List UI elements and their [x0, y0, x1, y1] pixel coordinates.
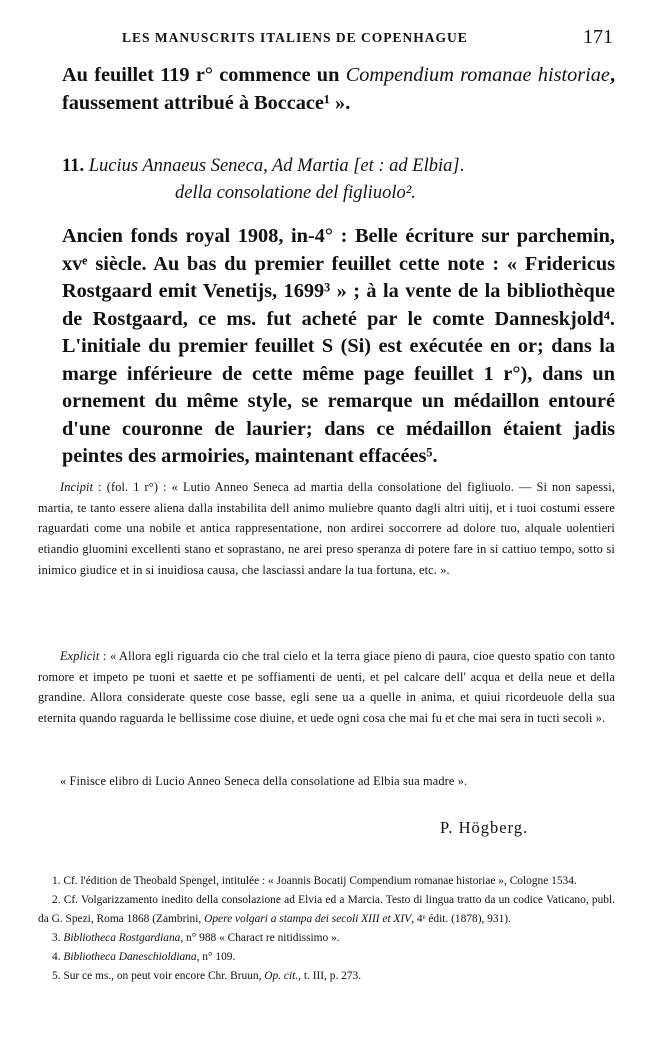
footnote-5-post: , t. III, p. 273. [298, 969, 362, 982]
running-head: LES MANUSCRITS ITALIENS DE COPENHAGUE [122, 30, 468, 45]
footnote-3-post: , n° 988 « Charact re nitidissimo ». [180, 931, 340, 944]
author-signature: P. Högberg. [440, 818, 529, 837]
footnote-3 [38, 929, 615, 948]
footnote-4-pre: 4. [52, 950, 64, 963]
paragraph-compendium-pre: Au feuillet 119 r° commence un [62, 64, 346, 86]
footnotes [38, 872, 615, 985]
footnote-3-italic: Bibliotheca Rostgardiana [63, 931, 181, 944]
footnote-2-italic: Opere volgari a stampa dei secoli XIII et XIV [204, 912, 412, 925]
explicit-text: : « Allora egli riguarda cio che tral cielo et la terra giace pieno di paura, cioe questo spatio con tanto romore et impeto pe tuoni et saette et pe soffiamenti de uenti, et pel calcare dell' acqua et della neue et della grandine. Allora considerate queste cose basse, egli sene ua a quelle in anima, et quiui ricordeuole della sua eternita quando raguarda le bellissime cose diuine, et uede ogni cosa che mai fu et che mai sera in tucti secoli ». [38, 649, 615, 726]
footnote-5-pre: 5. Sur ce ms., on peut voir encore Chr. Bruun, [52, 969, 265, 982]
entry-number: 11. [62, 156, 85, 176]
entry-title-line1-end: . [459, 156, 465, 176]
paragraph-compendium [62, 62, 615, 117]
footnote-3-pre: 3. [52, 931, 64, 944]
explicit-block [38, 646, 615, 729]
incipit-text: : (fol. 1 r°) : « Lutio Anneo Seneca ad martia della consolatione del figliuolo. — Si non sapessi, martia, te tanto essere aliena dalla instabilita dell animo muliebre quanto dagli altri uitij, et i tuoi costumi essere raguardati come una nobile et antica rappresentatione, non ardirei soccorrere ad dolore tuo, alquale uolentieri etiandio gluomini excellenti stano et soprastano, ne arei preso speranza di potere fare in si cattiuo tempo, sotto si inimico giudice et in si inuidiosa causa, che lasciassi andare la tua fortuna, etc. ». [38, 480, 615, 577]
explicit-label: Explicit [60, 649, 100, 663]
footnote-1-text: 1. Cf. l'édition de Theobald Spengel, intitulée : « Joannis Bocatij Compendium romanae historiae », Cologne 1534. [52, 875, 577, 887]
footnote-1 [38, 872, 615, 891]
compendium-title: Compendium romanae historiae [345, 64, 610, 86]
footnote-4-post: , n° 109. [196, 950, 236, 963]
page-number: 171 [583, 26, 613, 48]
footnote-4-italic: Bibliotheca Daneschioldiana [63, 950, 197, 963]
footnote-2 [38, 891, 615, 929]
footnote-2-post: , 4ᵉ édit. (1878), 931). [411, 912, 511, 925]
entry-heading-line2 [62, 180, 622, 207]
incipit-block [38, 477, 615, 581]
incipit-label: Incipit [60, 480, 94, 494]
entry-title-line1: Lucius Annaeus Seneca, Ad Martia [et : ad Elbia] [88, 156, 460, 176]
paragraph-compendium-post: , faussement attribué à Boccace¹ ». [62, 64, 616, 114]
footnote-2-pre: 2. Cf. Volgarizzamento inedito della consolazione ad Elvia ed a Marcia. Testo di lingua tratto da un codice Vaticano, publ. da G. Spezi, Roma 1868 (Zambrini, [38, 893, 615, 925]
page-header [0, 26, 650, 54]
finisce-text: « Finisce elibro di Lucio Anneo Seneca della consolatione ad Elbia sua madre ». [60, 774, 468, 788]
footnote-5-italic: Op. cit. [264, 969, 299, 982]
footnote-5 [38, 967, 615, 986]
entry-title-line2: della consolatione del figliuolo². [175, 183, 416, 203]
footnote-4 [38, 948, 615, 967]
entry-heading [62, 153, 622, 207]
entry-heading-line1 [62, 153, 622, 180]
finisce-block [38, 771, 615, 792]
paragraph-description: Ancien fonds royal 1908, in-4° : Belle écriture sur parchemin, xvᵉ siècle. Au bas du premier feuillet cette note : « Fridericus Rostgaard emit Venetijs, 1699³ » ; à la vente de la bibliothèque de Rostgaard, ce ms. fut acheté par le comte Danneskjold⁴. L'initiale du premier feuillet S (Si) est exécutée en or; dans la marge inférieure de cette même page feuillet 1 r°), dans un ornement du même style, se remarque un médaillon entouré d'une couronne de laurier; dans ce médaillon étaient jadis peintes des armoiries, maintenant effacées⁵. [62, 225, 615, 467]
